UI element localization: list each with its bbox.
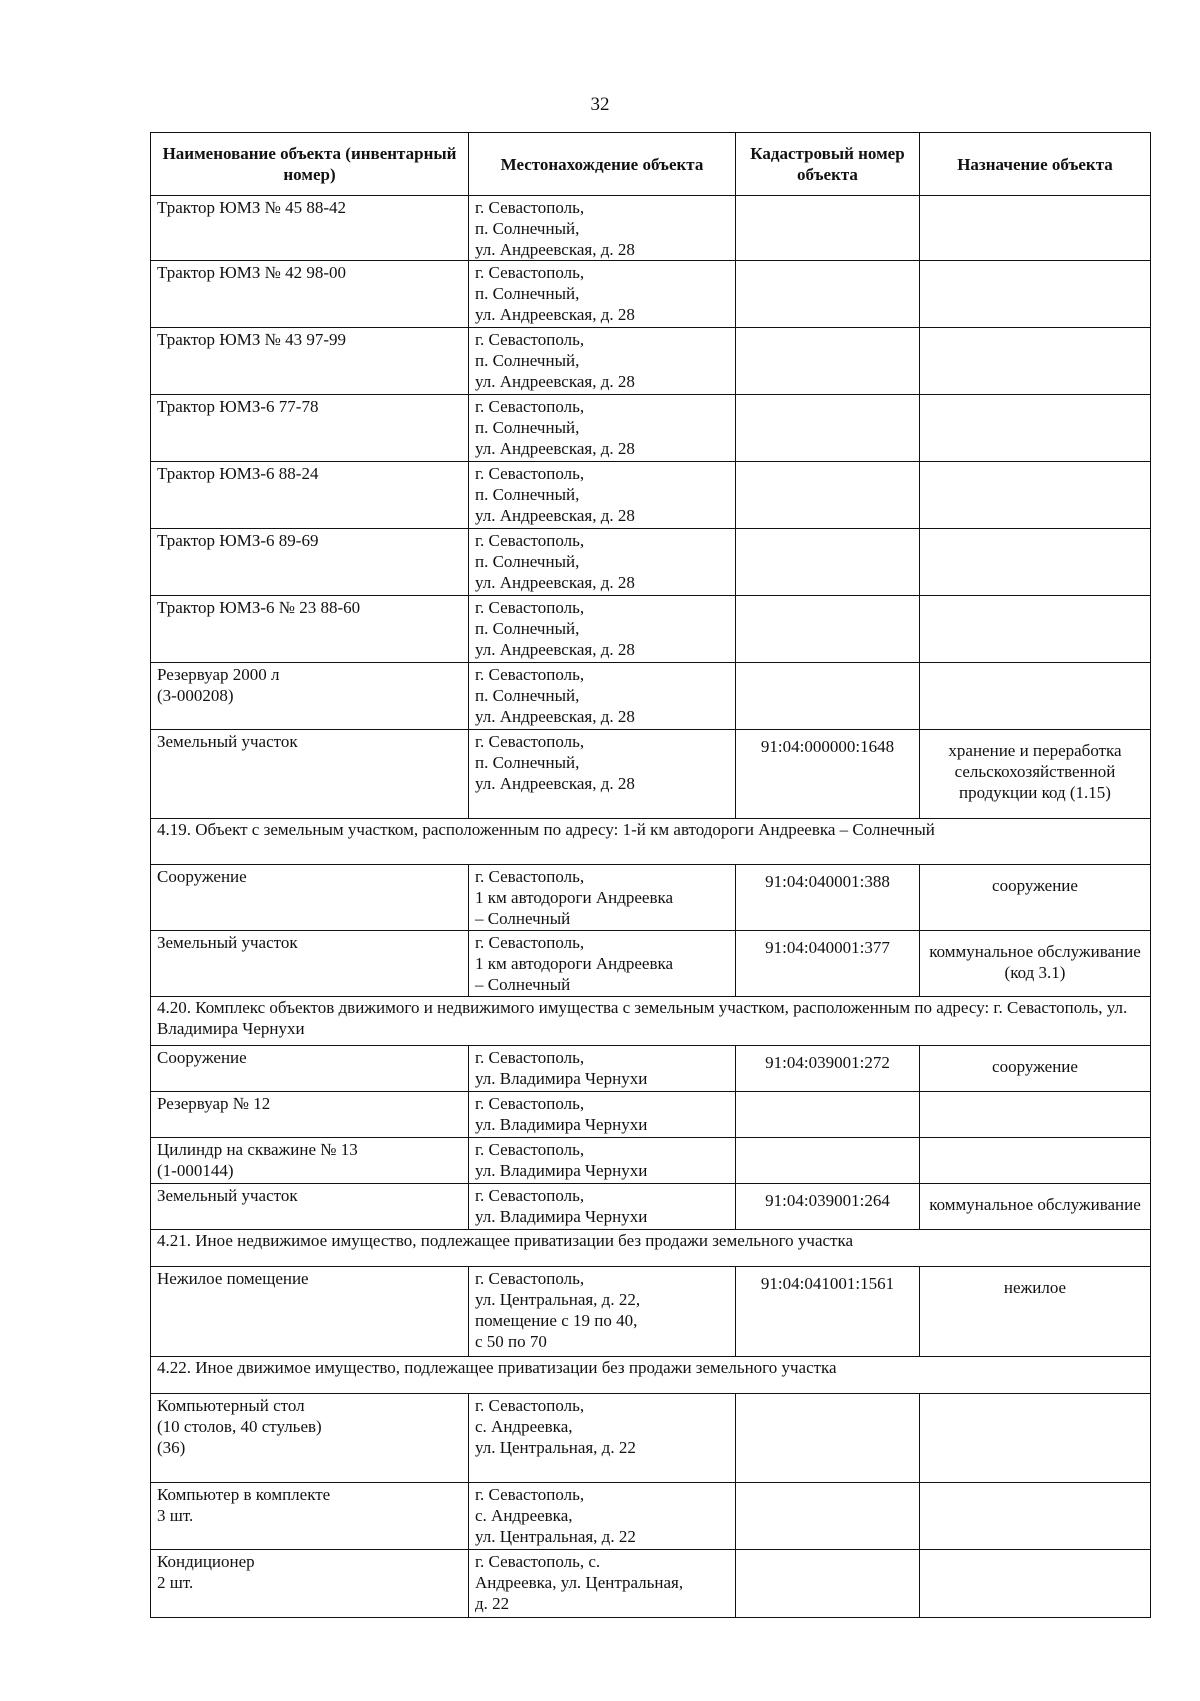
- object-name-line: Цилиндр на скважине № 13: [157, 1140, 358, 1159]
- purpose-cell: [920, 529, 1151, 596]
- location-line: г. Севастополь,: [475, 867, 585, 886]
- object-name-line: Резервуар 2000 л: [157, 665, 280, 684]
- cadastral-number-cell: [736, 1138, 920, 1184]
- purpose-cell: [920, 462, 1151, 529]
- location-line: г. Севастополь,: [475, 732, 585, 751]
- location-cell: [469, 1138, 736, 1184]
- header-purpose: Назначение объекта: [920, 133, 1151, 196]
- purpose-cell: [920, 596, 1151, 663]
- object-name-line: Трактор ЮМЗ-6 № 23 88-60: [157, 598, 361, 617]
- table-row: [151, 663, 1151, 730]
- location-line: 1 км автодороги Андреевка: [475, 888, 674, 907]
- location-line: г. Севастополь,: [475, 1396, 585, 1415]
- purpose-cell: [920, 328, 1151, 395]
- object-name-line: Компьютер в комплекте: [157, 1485, 331, 1504]
- object-name-cell: [151, 1046, 469, 1092]
- object-name-line: Трактор ЮМЗ-6 88-24: [157, 464, 319, 483]
- location-line: ул. Андреевская, д. 28: [475, 640, 635, 659]
- property-table: [150, 132, 1151, 1618]
- purpose-cell: [920, 196, 1151, 261]
- location-cell: [469, 529, 736, 596]
- location-line: г. Севастополь,: [475, 933, 585, 952]
- location-line: г. Севастополь,: [475, 198, 585, 217]
- object-name-line: Трактор ЮМЗ-6 77-78: [157, 397, 319, 416]
- purpose-cell: коммунальное обслуживание (код 3.1): [920, 931, 1151, 997]
- location-line: г. Севастополь,: [475, 263, 585, 282]
- cadastral-number-cell: 91:04:040001:388: [736, 865, 920, 931]
- location-line: п. Солнечный,: [475, 753, 580, 772]
- purpose-cell: [920, 663, 1151, 730]
- location-cell: [469, 462, 736, 529]
- header-location: Местонахождение объекта: [469, 133, 736, 196]
- location-line: г. Севастополь,: [475, 397, 585, 416]
- location-line: г. Севастополь,: [475, 1094, 585, 1113]
- object-name-line: Земельный участок: [157, 1186, 298, 1205]
- location-line: – Солнечный: [475, 975, 571, 994]
- table-row: [151, 1046, 1151, 1092]
- location-line: ул. Андреевская, д. 28: [475, 774, 635, 793]
- purpose-cell: сооружение: [920, 1046, 1151, 1092]
- location-cell: [469, 1092, 736, 1138]
- purpose-cell: [920, 395, 1151, 462]
- location-line: ул. Андреевская, д. 28: [475, 372, 635, 391]
- object-name-line: Трактор ЮМЗ № 43 97-99: [157, 330, 347, 349]
- header-cadastral-number: Кадастровый номер объекта: [736, 133, 920, 196]
- object-name-cell: [151, 328, 469, 395]
- location-cell: [469, 931, 736, 997]
- object-name-line: 2 шт.: [157, 1573, 194, 1592]
- object-name-cell: [151, 931, 469, 997]
- location-line: ул. Центральная, д. 22: [475, 1438, 636, 1457]
- object-name-line: 3 шт.: [157, 1506, 194, 1525]
- object-name-line: Нежилое помещение: [157, 1269, 309, 1288]
- location-cell: [469, 1046, 736, 1092]
- object-name-line: Компьютерный стол: [157, 1396, 305, 1415]
- cadastral-number-cell: [736, 261, 920, 328]
- table-row: [151, 865, 1151, 931]
- location-line: – Солнечный: [475, 909, 571, 928]
- location-line: ул. Андреевская, д. 28: [475, 707, 635, 726]
- cadastral-number-cell: [736, 529, 920, 596]
- location-cell: [469, 1483, 736, 1550]
- cadastral-number-cell: [736, 1550, 920, 1618]
- table-row: [151, 1267, 1151, 1357]
- object-name-line: (3-000208): [157, 686, 234, 705]
- cadastral-number-cell: 91:04:039001:272: [736, 1046, 920, 1092]
- table-row: [151, 730, 1151, 819]
- location-cell: [469, 865, 736, 931]
- location-line: ул. Центральная, д. 22,: [475, 1290, 641, 1309]
- location-line: п. Солнечный,: [475, 686, 580, 705]
- table-row: [151, 931, 1151, 997]
- table-header: [151, 133, 1151, 196]
- object-name-cell: [151, 395, 469, 462]
- location-line: ул. Владимира Чернухи: [475, 1161, 648, 1180]
- location-line: ул. Центральная, д. 22: [475, 1527, 636, 1546]
- object-name-cell: [151, 462, 469, 529]
- page-number: 32: [590, 94, 610, 115]
- purpose-cell: нежилое: [920, 1267, 1151, 1357]
- cadastral-number-cell: [736, 196, 920, 261]
- table-row: [151, 1092, 1151, 1138]
- cadastral-number-cell: [736, 1483, 920, 1550]
- location-cell: [469, 261, 736, 328]
- location-line: ул. Андреевская, д. 28: [475, 506, 635, 525]
- section-heading: 4.21. Иное недвижимое имущество, подлежащее приватизации без продажи земельного участка: [151, 1230, 1151, 1267]
- purpose-cell: [920, 1092, 1151, 1138]
- cadastral-number-cell: 91:04:041001:1561: [736, 1267, 920, 1357]
- section-heading: 4.19. Объект с земельным участком, расположенным по адресу: 1-й км автодороги Андреевка – Солнечный: [151, 819, 1151, 865]
- location-cell: [469, 395, 736, 462]
- object-name-line: Земельный участок: [157, 732, 298, 751]
- cadastral-number-cell: [736, 462, 920, 529]
- object-name-cell: [151, 196, 469, 261]
- object-name-line: Трактор ЮМЗ-6 89-69: [157, 531, 319, 550]
- location-line: г. Севастополь,: [475, 665, 585, 684]
- location-line: п. Солнечный,: [475, 418, 580, 437]
- location-line: ул. Владимира Чернухи: [475, 1115, 648, 1134]
- cadastral-number-cell: [736, 1394, 920, 1483]
- location-line: ул. Андреевская, д. 28: [475, 439, 635, 458]
- table-row: [151, 1138, 1151, 1184]
- object-name-line: Кондиционер: [157, 1552, 255, 1571]
- table-row: [151, 1394, 1151, 1483]
- object-name-cell: [151, 1550, 469, 1618]
- location-line: с. Андреевка,: [475, 1417, 573, 1436]
- cadastral-number-cell: 91:04:039001:264: [736, 1184, 920, 1230]
- section-heading: 4.20. Комплекс объектов движимого и недвижимого имущества с земельным участком, расположенным по адресу: г. Севастополь, ул. Владимира Чернухи: [151, 997, 1151, 1046]
- location-cell: [469, 1267, 736, 1357]
- object-name-cell: [151, 1138, 469, 1184]
- cadastral-number-cell: [736, 328, 920, 395]
- object-name-line: Трактор ЮМЗ № 45 88-42: [157, 198, 347, 217]
- table-row: [151, 196, 1151, 261]
- table-row: [151, 328, 1151, 395]
- location-line: ул. Андреевская, д. 28: [475, 305, 635, 324]
- object-name-line: Земельный участок: [157, 933, 298, 952]
- object-name-cell: [151, 730, 469, 819]
- purpose-cell: [920, 1550, 1151, 1618]
- object-name-line: (36): [157, 1438, 186, 1457]
- cadastral-number-cell: [736, 596, 920, 663]
- location-line: с 50 по 70: [475, 1332, 547, 1351]
- table-row: [151, 395, 1151, 462]
- location-cell: [469, 196, 736, 261]
- table-row: [151, 1550, 1151, 1618]
- cadastral-number-cell: [736, 395, 920, 462]
- location-line: г. Севастополь,: [475, 531, 585, 550]
- cadastral-number-cell: [736, 1092, 920, 1138]
- location-cell: [469, 1184, 736, 1230]
- location-line: ул. Андреевская, д. 28: [475, 240, 635, 259]
- object-name-cell: [151, 529, 469, 596]
- object-name-line: (1-000144): [157, 1161, 234, 1180]
- table-row: [151, 596, 1151, 663]
- location-cell: [469, 1550, 736, 1618]
- location-line: г. Севастополь,: [475, 1485, 585, 1504]
- section-row: [151, 819, 1151, 865]
- location-line: г. Севастополь,: [475, 1186, 585, 1205]
- location-line: г. Севастополь,: [475, 1269, 585, 1288]
- table-body: [151, 196, 1151, 1618]
- object-name-cell: [151, 1394, 469, 1483]
- cadastral-number-cell: [736, 663, 920, 730]
- location-cell: [469, 596, 736, 663]
- purpose-cell: коммунальное обслуживание: [920, 1184, 1151, 1230]
- section-row: [151, 1357, 1151, 1394]
- purpose-cell: сооружение: [920, 865, 1151, 931]
- object-name-cell: [151, 663, 469, 730]
- object-name-cell: [151, 261, 469, 328]
- location-cell: [469, 730, 736, 819]
- location-line: п. Солнечный,: [475, 619, 580, 638]
- object-name-line: Сооружение: [157, 867, 247, 886]
- location-line: п. Солнечный,: [475, 552, 580, 571]
- location-line: 1 км автодороги Андреевка: [475, 954, 674, 973]
- location-line: г. Севастополь,: [475, 1048, 585, 1067]
- location-cell: [469, 663, 736, 730]
- location-line: ул. Владимира Чернухи: [475, 1069, 648, 1088]
- location-line: Андреевка, ул. Центральная,: [475, 1573, 684, 1592]
- table-row: [151, 529, 1151, 596]
- section-row: [151, 1230, 1151, 1267]
- table-row: [151, 261, 1151, 328]
- location-line: п. Солнечный,: [475, 219, 580, 238]
- header-row: [151, 133, 1151, 196]
- cadastral-number-cell: 91:04:040001:377: [736, 931, 920, 997]
- purpose-cell: хранение и переработка сельскохозяйственной продукции код (1.15): [920, 730, 1151, 819]
- object-name-cell: [151, 865, 469, 931]
- object-name-cell: [151, 596, 469, 663]
- location-line: г. Севастополь,: [475, 464, 585, 483]
- location-line: п. Солнечный,: [475, 284, 580, 303]
- table-row: [151, 462, 1151, 529]
- purpose-cell: [920, 261, 1151, 328]
- table-row: [151, 1184, 1151, 1230]
- object-name-cell: [151, 1092, 469, 1138]
- table-row: [151, 1483, 1151, 1550]
- location-line: д. 22: [475, 1594, 510, 1613]
- location-line: помещение с 19 по 40,: [475, 1311, 638, 1330]
- object-name-line: Трактор ЮМЗ № 42 98-00: [157, 263, 347, 282]
- cadastral-number-cell: 91:04:000000:1648: [736, 730, 920, 819]
- object-name-cell: [151, 1483, 469, 1550]
- location-line: г. Севастополь,: [475, 330, 585, 349]
- location-cell: [469, 328, 736, 395]
- object-name-line: (10 столов, 40 стульев): [157, 1417, 322, 1436]
- location-line: г. Севастополь,: [475, 598, 585, 617]
- purpose-cell: [920, 1483, 1151, 1550]
- purpose-cell: [920, 1394, 1151, 1483]
- purpose-cell: [920, 1138, 1151, 1184]
- location-line: г. Севастополь,: [475, 1140, 585, 1159]
- location-line: ул. Андреевская, д. 28: [475, 573, 635, 592]
- location-line: с. Андреевка,: [475, 1506, 573, 1525]
- location-line: п. Солнечный,: [475, 485, 580, 504]
- location-line: ул. Владимира Чернухи: [475, 1207, 648, 1226]
- section-heading: 4.22. Иное движимое имущество, подлежащее приватизации без продажи земельного участка: [151, 1357, 1151, 1394]
- object-name-line: Резервуар № 12: [157, 1094, 271, 1113]
- object-name-cell: [151, 1267, 469, 1357]
- location-line: г. Севастополь, с.: [475, 1552, 601, 1571]
- object-name-line: Сооружение: [157, 1048, 247, 1067]
- header-object-name: Наименование объекта (инвентарный номер): [151, 133, 469, 196]
- location-line: п. Солнечный,: [475, 351, 580, 370]
- object-name-cell: [151, 1184, 469, 1230]
- location-cell: [469, 1394, 736, 1483]
- section-row: [151, 997, 1151, 1046]
